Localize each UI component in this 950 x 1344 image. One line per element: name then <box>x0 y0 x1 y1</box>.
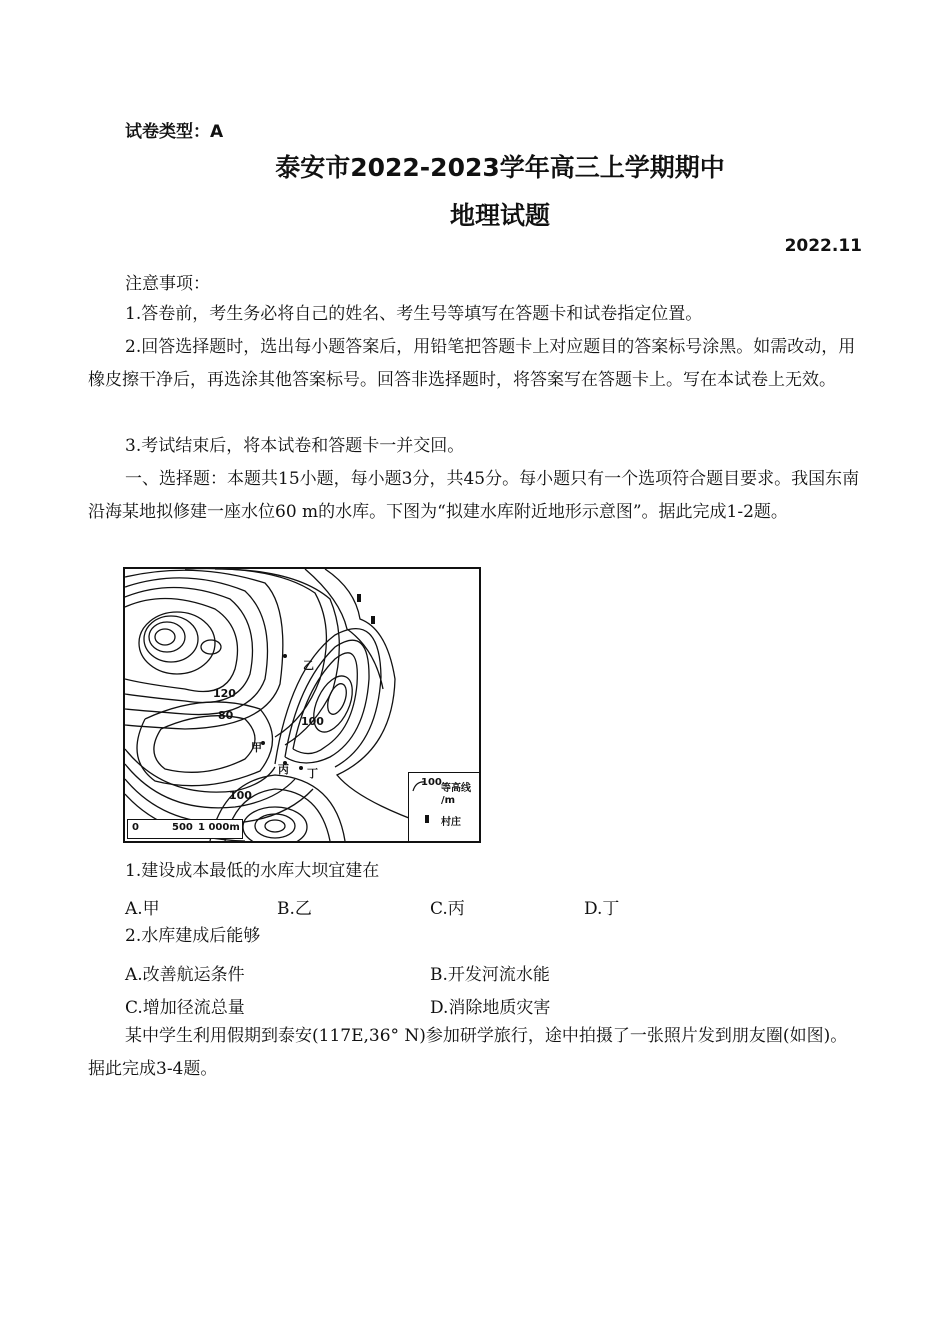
contour-label-80: 80 <box>218 709 234 722</box>
point-bing: 丙 <box>278 763 289 776</box>
exam-subtitle: 地理试题 <box>449 201 550 230</box>
q2-option-b: B.开发河流水能 <box>430 965 550 985</box>
note-item-1: 1.答卷前，考生务必将自己的姓名、考生号等填写在答题卡和试卷指定位置。 <box>125 304 703 324</box>
point-yi: 乙 <box>303 659 314 672</box>
q2-option-c: C.增加径流总量 <box>125 998 245 1018</box>
map-legend <box>408 772 479 841</box>
legend-contour-unit: /m <box>441 795 456 806</box>
point-ding: 丁 <box>307 767 318 780</box>
section1-intro: 一、选择题：本题共15小题，每小题3分，共45分。每小题只有一个选项符合题目要求。我国东南沿海某地拟修建一座水位60 m的水库。下图为“拟建水库附近地形示意图”。据此完成1-2题。 <box>88 469 860 522</box>
scale-zero: 0 <box>132 822 139 833</box>
scale-mid: 500 <box>172 822 193 833</box>
section2-intro: 某中学生利用假期到泰安(117E,36° N)参加研学旅行，途中拍摄了一张照片发到朋友圈(如图)。据此完成3-4题。 <box>88 1026 848 1079</box>
paper-type: 试卷类型：A <box>125 122 224 142</box>
q1-option-b: B.乙 <box>277 899 312 919</box>
contour-label-100-east: 100 <box>301 715 324 728</box>
legend-contour-label: 等高线 <box>441 783 471 794</box>
q1-option-c: C.丙 <box>430 899 465 919</box>
point-jia: 甲 <box>251 741 262 754</box>
contour-label-100-south: 100 <box>229 789 252 802</box>
q2-option-a: A.改善航运条件 <box>125 965 245 985</box>
note-item-2: 2.回答选择题时，选出每小题答案后，用铅笔把答题卡上对应题目的答案标号涂黑。如需改动，用橡皮擦干净后，再选涂其他答案标号。回答非选择题时，将答案写在答题卡上。写在本试卷上无效。 <box>88 337 856 390</box>
exam-date: 2022.11 <box>784 236 862 256</box>
topographic-map <box>123 567 481 843</box>
legend-contour-value: 100 <box>421 777 442 788</box>
exam-title: 泰安市2022-2023学年高三上学期期中 <box>275 153 725 182</box>
note-item-3: 3.考试结束后，将本试卷和答题卡一并交回。 <box>125 436 465 456</box>
q1-option-d: D.丁 <box>584 899 620 919</box>
village-legend-icon <box>425 815 429 823</box>
question-2-stem: 2.水库建成后能够 <box>125 926 261 946</box>
scale-end: 1 000m <box>198 822 240 833</box>
legend-village-label: 村庄 <box>441 817 461 828</box>
scale-bar <box>127 819 243 839</box>
notes-heading: 注意事项： <box>125 274 210 294</box>
q2-option-d: D.消除地质灾害 <box>430 998 551 1018</box>
q1-option-a: A.甲 <box>125 899 160 919</box>
question-1-stem: 1.建设成本最低的水库大坝宜建在 <box>125 861 380 881</box>
contour-label-120: 120 <box>213 687 236 700</box>
